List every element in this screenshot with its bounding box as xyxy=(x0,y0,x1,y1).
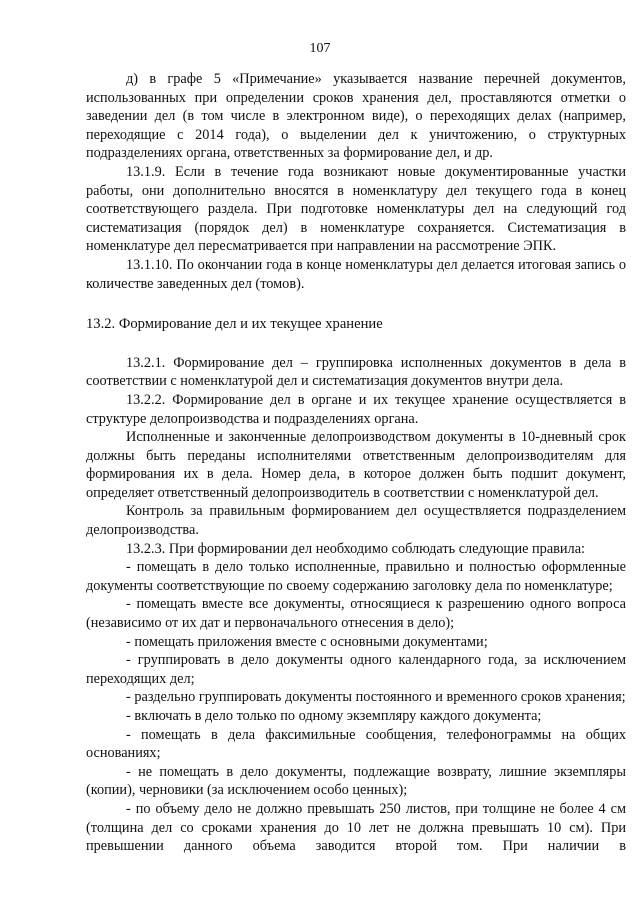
rule-item: - раздельно группировать документы постоянного и временного сроков хранения; xyxy=(126,689,626,706)
paragraph-13-2-2: 13.2.2. Формирование дел в органе и их текущее хранение осуществляется в структуре делопроизводства и подразделениях органа. xyxy=(86,391,626,427)
paragraph-control: Контроль за правильным формированием дел осуществляется подразделением делопроизводства. xyxy=(86,503,626,539)
section-heading: 13.2. Формирование дел и их текущее хранение xyxy=(86,316,383,333)
rule-item: - не помещать в дело документы, подлежащие возврату, лишние экземпляры (копии), черновики (за исключением особо ценных); xyxy=(86,763,626,799)
rule-item: - помещать приложения вместе с основными документами; xyxy=(126,633,488,650)
paragraph-executed-documents: Исполненные и законченные делопроизводством документы в 10-дневный срок должны быть переданы исполнителями ответственным делопроизводителям для формирования их в дела. Номер дела, в которое должен быть подшит документ, определяет ответственный делопроизводитель в соответствии с номенклатурой дел. xyxy=(86,429,626,501)
paragraph-13-1-10: 13.1.10. По окончании года в конце номенклатуры дел делается итоговая запись о количестве заведенных дел (томов). xyxy=(86,256,626,292)
rule-item: - по объему дело не должно превышать 250 листов, при толщине не более 4 см (толщина дел со сроками хранения до 10 лет не должна превышать 10 см). При превышении данного объема заводится второй том. При наличии в xyxy=(86,800,626,855)
paragraph-d-note: д) в графе 5 «Примечание» указывается название перечней документов, использованных при определении сроков хранения дел, проставляются отметки о заведении дел (в том числе в электронном виде), о переходящих делах (например, переходящие с 2014 года), о выделении дел к уничтожению, о структурных подразделениях органа, ответственных за формирование дел, и др. xyxy=(86,71,626,162)
paragraph-13-1-9: 13.1.9. Если в течение года возникают новые документированные участки работы, они дополнительно вносятся в номенклатуру дел текущего года в конец соответствующего раздела. При подготовке номенклатуры дел на следующий год систематизация (порядок дел) в номенклатуре сохраняется. Систематизация в номенклатуре дел пересматривается при направлении на рассмотрение ЭПК. xyxy=(86,163,626,255)
rule-item: - помещать вместе все документы, относящиеся к разрешению одного вопроса (независимо от их дат и первоначального отнесения в дело); xyxy=(86,596,626,632)
rule-item: - группировать в дело документы одного календарного года, за исключением переходящих дел; xyxy=(86,652,626,687)
paragraph-13-2-3: 13.2.3. При формировании дел необходимо соблюдать следующие правила: xyxy=(126,540,586,557)
page-number: 107 xyxy=(309,41,331,56)
rule-item: - помещать в дела факсимильные сообщения, телефонограммы на общих основаниях; xyxy=(86,726,626,762)
rule-item: - включать в дело только по одному экземпляру каждого документа; xyxy=(126,708,542,724)
rule-item: - помещать в дело только исполненные, правильно и полностью оформленные документы соответствующие по своему содержанию заголовку дела по номенклатуре; xyxy=(86,559,626,594)
page-body xyxy=(86,70,626,856)
paragraph-13-2-1: 13.2.1. Формирование дел – группировка исполненных документов в дела в соответствии с номенклатурой дел и систематизация документов внутри дела. xyxy=(86,354,626,390)
